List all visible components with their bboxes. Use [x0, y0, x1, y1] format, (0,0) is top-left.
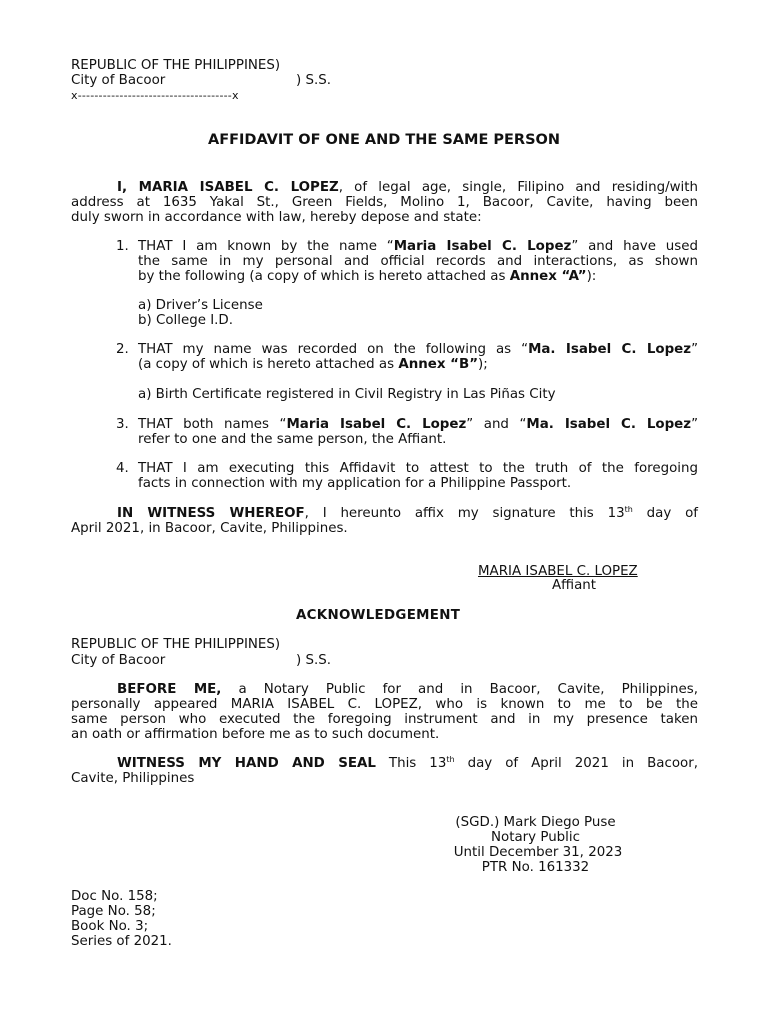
header-rule: x-------------------------------------x	[71, 89, 239, 102]
item1-l2: the same in my personal and official records and interactions, as shown	[138, 254, 698, 269]
witness-l1-end: day of	[632, 506, 698, 521]
hand-seal-l1-end: day of April 2021 in Bacoor,	[454, 756, 698, 771]
witness-l1: , I hereunto affix my signature this 13	[304, 506, 625, 521]
item2-annex: Annex “B”	[398, 357, 478, 372]
item4-l2: facts in connection with my application for a Philippine Passport.	[138, 476, 572, 491]
page-no: Page No. 58;	[71, 904, 156, 919]
hand-seal-paragraph	[71, 756, 698, 786]
item2-text	[138, 342, 698, 372]
witness-bold: IN WITNESS WHEREOF	[117, 506, 305, 521]
witness-paragraph	[71, 506, 698, 536]
before-me-l3: same person who executed the foregoing instrument and in my presence taken	[71, 712, 698, 727]
affiant-role: Affiant	[552, 578, 597, 593]
affiant-signature-name: MARIA ISABEL C. LOPEZ	[478, 564, 638, 579]
ack-republic: REPUBLIC OF THE PHILIPPINES)	[71, 637, 281, 652]
notary-title: Notary Public	[491, 830, 580, 845]
item1-number: 1.	[116, 239, 129, 254]
item2-sub-a: a) Birth Certificate registered in Civil Registry in Las Piñas City	[138, 387, 556, 402]
item3-name1: Maria Isabel C. Lopez	[286, 417, 467, 432]
document-title: AFFIDAVIT OF ONE AND THE SAME PERSON	[207, 132, 561, 148]
intro-line1: , of legal age, single, Filipino and residing/with	[338, 180, 698, 195]
item3-l1a: THAT both names “	[138, 417, 287, 432]
doc-no: Doc No. 158;	[71, 889, 158, 904]
before-me-l1: a Notary Public for and in Bacoor, Cavite, Philippines,	[221, 682, 698, 697]
item1-annex: Annex “A”	[509, 269, 587, 284]
hand-seal-l1: This 13	[375, 756, 447, 771]
hand-seal-bold: WITNESS MY HAND AND SEAL	[117, 756, 376, 771]
item3-l2: refer to one and the same person, the Affiant.	[138, 432, 447, 447]
item1-l1c: ” and have used	[571, 239, 698, 254]
intro-line2: address at 1635 Yakal St., Green Fields, Molino 1, Bacoor, Cavite, having been	[71, 195, 698, 210]
before-me-paragraph	[71, 682, 698, 742]
intro-line3: duly sworn in accordance with law, hereby depose and state:	[71, 210, 482, 225]
hand-seal-sup: th	[446, 755, 455, 764]
series-no: Series of 2021.	[71, 934, 172, 949]
notary-commission: Until December 31, 2023	[453, 845, 623, 860]
item1-l3a: by the following (a copy of which is hereto attached as	[138, 269, 510, 284]
ack-city: City of Bacoor	[71, 653, 166, 668]
before-me-bold: BEFORE ME,	[117, 682, 222, 697]
item2-l2c: );	[478, 357, 488, 372]
affiant-name-inline: I, MARIA ISABEL C. LOPEZ	[117, 180, 339, 195]
item4-text	[138, 461, 698, 491]
intro-paragraph	[71, 180, 698, 225]
item2-number: 2.	[116, 342, 129, 357]
hand-seal-l2: Cavite, Philippines	[71, 771, 195, 786]
item3-l1c: ” and “	[466, 417, 527, 432]
item1-name: Maria Isabel C. Lopez	[393, 239, 572, 254]
before-me-l4: an oath or affirmation before me as to such document.	[71, 727, 440, 742]
acknowledgement-title: ACKNOWLEDGEMENT	[296, 608, 461, 623]
notary-ptr: PTR No. 161332	[481, 860, 590, 875]
witness-l2: April 2021, in Bacoor, Cavite, Philippines.	[71, 521, 348, 536]
item3-l1e: ”	[691, 417, 698, 432]
item4-number: 4.	[116, 461, 129, 476]
item2-l1a: THAT my name was recorded on the following as “	[138, 342, 529, 357]
item1-sub-b: b) College I.D.	[138, 313, 233, 328]
item1-l3c: ):	[586, 269, 597, 284]
item4-l1: THAT I am executing this Affidavit to attest to the truth of the foregoing	[138, 461, 698, 476]
before-me-l2: personally appeared MARIA ISABEL C. LOPEZ, who is known to me to be the	[71, 697, 698, 712]
item3-number: 3.	[116, 417, 129, 432]
header-ss: ) S.S.	[296, 73, 331, 88]
notary-signature: (SGD.) Mark Diego Puse	[455, 815, 616, 830]
ack-ss: ) S.S.	[296, 653, 331, 668]
item1-sub-a: a) Driver’s License	[138, 298, 263, 313]
item1-l1a: THAT I am known by the name “	[138, 239, 394, 254]
header-city: City of Bacoor	[71, 73, 166, 88]
witness-sup: th	[624, 505, 633, 514]
item2-l2a: (a copy of which is hereto attached as	[138, 357, 399, 372]
item3-name2: Ma. Isabel C. Lopez	[526, 417, 692, 432]
header-republic: REPUBLIC OF THE PHILIPPINES)	[71, 58, 281, 73]
item2-name: Ma. Isabel C. Lopez	[528, 342, 692, 357]
book-no: Book No. 3;	[71, 919, 149, 934]
item1-text	[138, 239, 698, 284]
item2-l1c: ”	[691, 342, 698, 357]
item3-text	[138, 417, 698, 447]
